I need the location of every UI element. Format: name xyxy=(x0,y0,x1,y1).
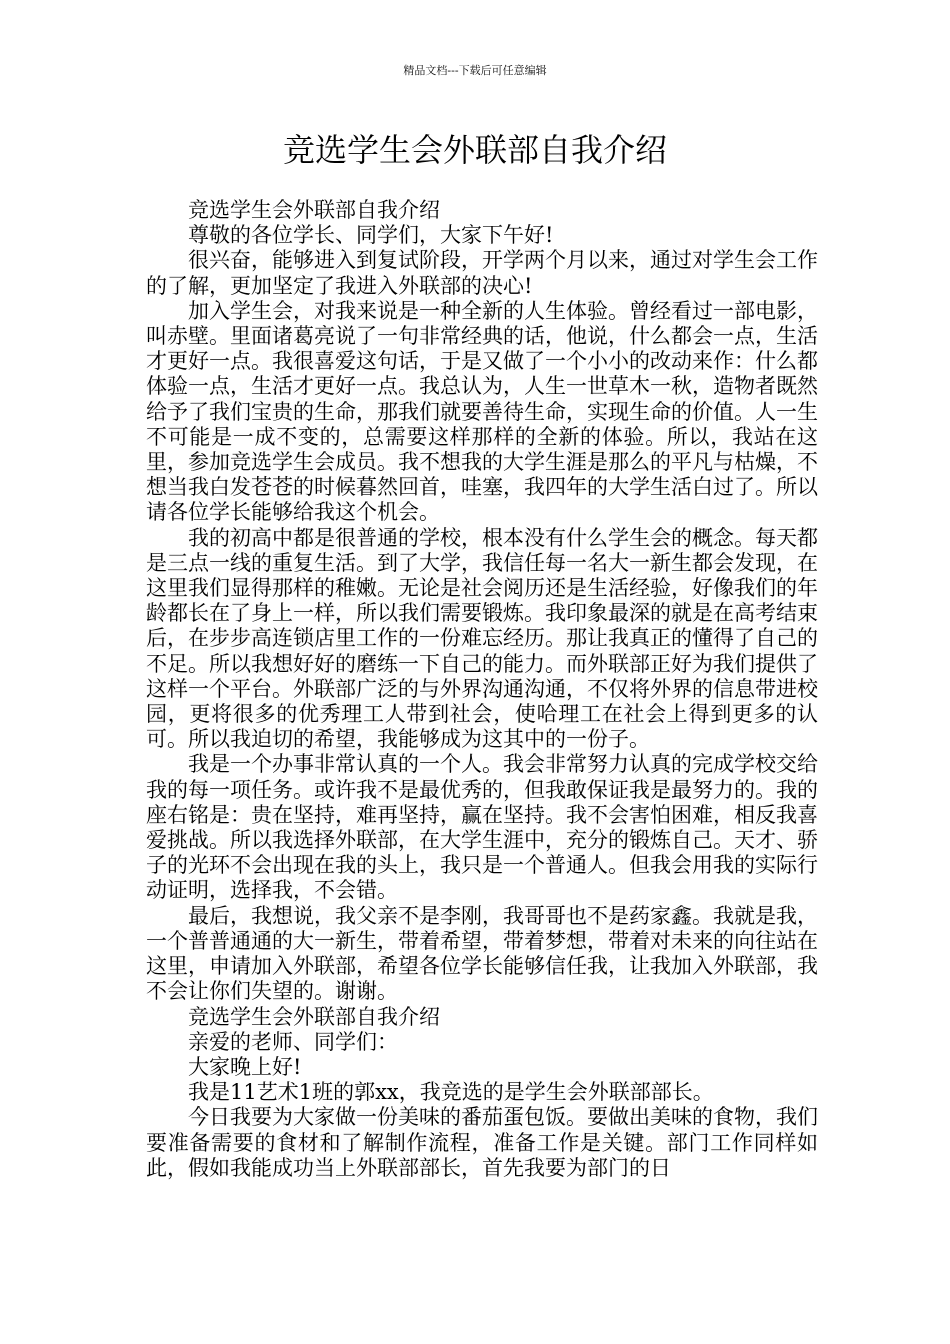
paragraph-greeting-1: 尊敬的各位学长、同学们，大家下午好! xyxy=(188,223,554,248)
paragraph: 我的初高中都是很普通的学校，根本没有什么学生会的概念。每天都是三点一线的重复生活。到了大学，我信任每一名大一新生都会发现，在这里我们显得那样的稚嫩。无论是社会阅历还是生活经验，好像我们的年龄都长在了身上一样，所以我们需要锻炼。我印象最深的就是在高考结束后，在步步高连锁店里工作的一份难忘经历。那让我真正的懂得了自己的不足。所以我想好好的磨练一下自己的能力。而外联部正好为我们提供了这样一个平台。外联部广泛的与外界沟通沟通，不仅将外界的信息带进校园，更将很多的优秀理工人带到社会，使哈理工在社会上得到更多的认可。所以我迫切的希望，我能够成为这其中的一份子。 xyxy=(146,525,818,752)
paragraph: 加入学生会，对我来说是一种全新的人生体验。曾经看过一部电影，叫赤壁。里面诸葛亮说了一句非常经典的话，他说，什么都会一点，生活才更好一点。我很喜爱这句话，于是又做了一个小小的改动来作：什么都体验一点，生活才更好一点。我总认为，人生一世草木一秋，造物者既然给予了我们宝贵的生命，那我们就要善待生命，实现生命的价值。人一生不可能是一成不变的，总需要这样那样的全新的体验。所以，我站在这里，参加竞选学生会成员。我不想我的大学生涯是那么的平凡与枯燥，不想当我白发苍苍的时候暮然回首，哇塞，我四年的大学生活白过了。所以请各位学长能够给我这个机会。 xyxy=(146,298,818,525)
page-header: 精品文档---下载后可任意编辑 xyxy=(403,64,547,77)
paragraph-salutation: 亲爱的老师、同学们： xyxy=(188,1029,398,1054)
document-title: 竞选学生会外联部自我介绍 xyxy=(282,131,667,169)
paragraph-heading-1: 竞选学生会外联部自我介绍 xyxy=(188,198,440,222)
paragraph: 今日我要为大家做一份美味的番茄蛋包饭。要做出美味的食物，我们要准备需要的食材和了解制作流程，准备工作是关键。部门工作同样如此，假如我能成功当上外联部部长，首先我要为部门的日 xyxy=(146,1105,818,1180)
paragraph: 我是11艺术1班的郭xx，我竞选的是学生会外联部部长。 xyxy=(188,1080,714,1105)
document-body xyxy=(146,198,818,1181)
paragraph: 很兴奋，能够进入到复试阶段，开学两个月以来，通过对学生会工作的了解，更加坚定了我进入外联部的决心! xyxy=(146,248,818,298)
paragraph: 最后，我想说，我父亲不是李刚，我哥哥也不是药家鑫。我就是我，一个普普通通的大一新生，带着希望，带着梦想，带着对未来的向往站在这里，申请加入外联部，希望各位学长能够信任我，让我加入外联部，我不会让你们失望的。谢谢。 xyxy=(146,903,818,1004)
paragraph-heading-2: 竞选学生会外联部自我介绍 xyxy=(188,1004,440,1029)
paragraph-greeting-2: 大家晚上好! xyxy=(188,1054,302,1079)
paragraph: 我是一个办事非常认真的一个人。我会非常努力认真的完成学校交给我的每一项任务。或许我不是最优秀的，但我敢保证我是最努力的。我的座右铭是：贵在坚持，难再坚持，赢在坚持。我不会害怕困难，相反我喜爱挑战。所以我选择外联部，在大学生涯中，充分的锻炼自己。天才、骄子的光环不会出现在我的头上，我只是一个普通人。但我会用我的实际行动证明，选择我，不会错。 xyxy=(146,752,818,903)
